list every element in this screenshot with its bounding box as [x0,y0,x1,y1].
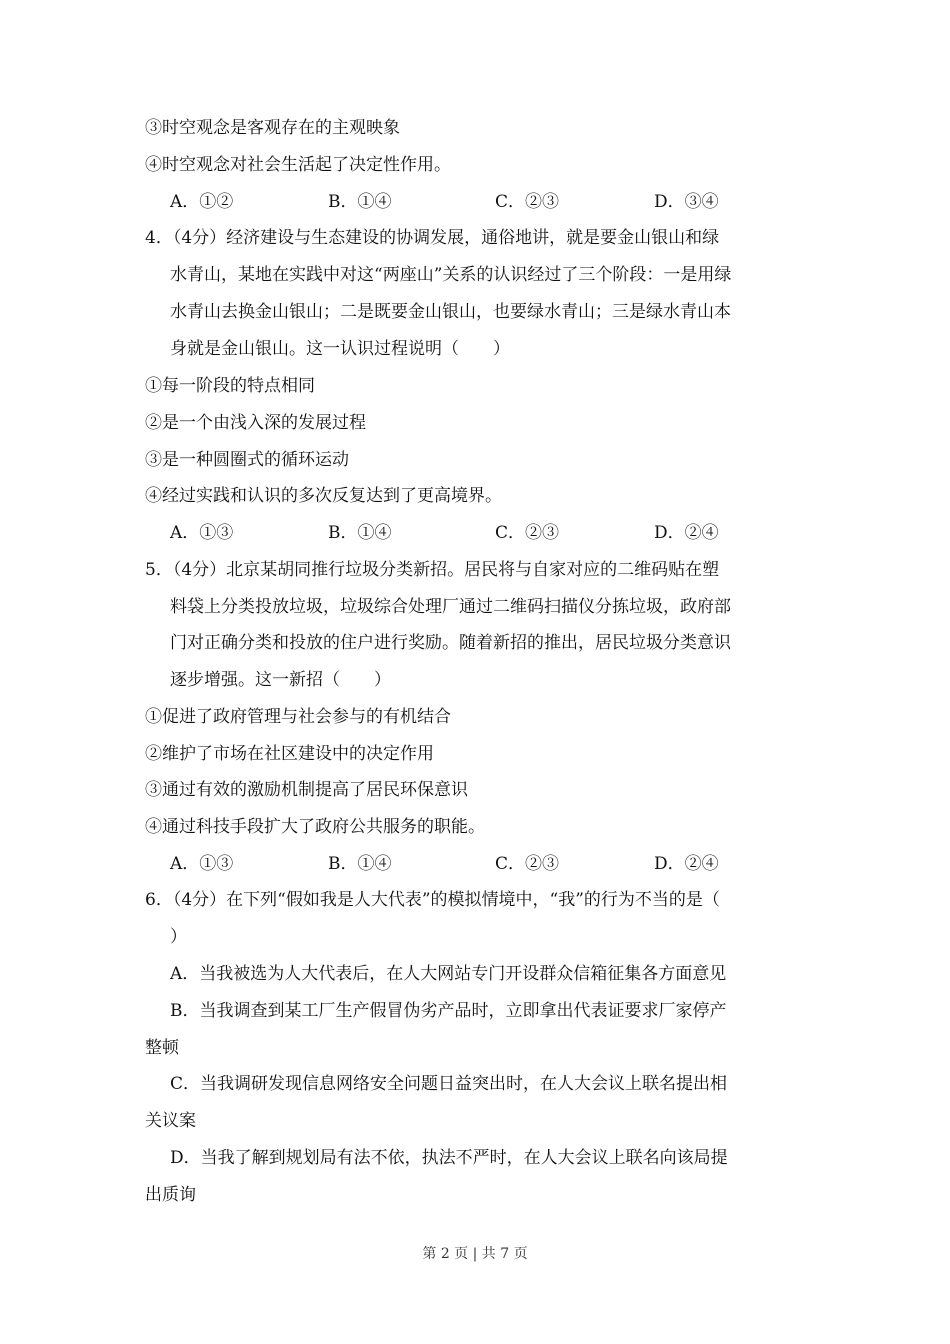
q6-option-c-line-1: C．当我调研发现信息网络安全问题日益突出时，在人大会议上联名提出相 [170,1074,728,1094]
q4-stem-line-1: 4．（4分）经济建设与生态建设的协调发展，通俗地讲，就是要金山银山和绿 [145,228,720,248]
q4-stem-line-4: 身就是金山银山。这一认识过程说明（ ） [170,339,510,359]
q4-item-4: ④经过实践和认识的多次反复达到了更高境界。 [145,486,502,506]
q6-option-b-line-1: B．当我调查到某工厂生产假冒伪劣产品时，立即拿出代表证要求厂家停产 [170,1001,727,1021]
q5-option-b: B．①④ [328,854,392,874]
q3-option-c: C．②③ [495,192,560,212]
q3-item-3: ③时空观念是客观存在的主观映象 [145,118,400,138]
q6-stem-line-2: ） [170,927,187,947]
q4-item-1: ①每一阶段的特点相同 [145,376,315,396]
q6-option-d-line-1: D．当我了解到规划局有法不依，执法不严时，在人大会议上联名向该局提 [170,1148,728,1168]
q5-stem-line-4: 逐步增强。这一新招（ ） [170,670,391,690]
q6-stem-line-1: 6．（4分）在下列“假如我是人大代表”的模拟情境中，“我”的行为不当的是（ [145,890,720,910]
q3-option-d: D．③④ [654,192,719,212]
q5-stem-line-3: 门对正确分类和投放的住户进行奖励。随着新招的推出，居民垃圾分类意识 [170,633,731,653]
q4-option-c: C．②③ [495,523,560,543]
q3-option-a: A．①② [170,192,234,212]
q4-stem-line-2: 水青山，某地在实践中对这“两座山”关系的认识经过了三个阶段：一是用绿 [170,265,732,285]
q4-stem-line-3: 水青山去换金山银山；二是既要金山银山，也要绿水青山；三是绿水青山本 [170,302,731,322]
page-footer: 第 2 页 | 共 7 页 [422,1246,528,1262]
q5-stem-line-2: 料袋上分类投放垃圾，垃圾综合处理厂通过二维码扫描仪分拣垃圾，政府部 [170,597,731,617]
q5-item-4: ④通过科技手段扩大了政府公共服务的职能。 [145,817,485,837]
q6-option-b-line-2: 整顿 [145,1038,179,1058]
q5-item-3: ③通过有效的激励机制提高了居民环保意识 [145,780,468,800]
q5-option-c: C．②③ [495,854,560,874]
q4-option-d: D．②④ [654,523,719,543]
q4-item-3: ③是一种圆圈式的循环运动 [145,450,349,470]
q5-item-2: ②维护了市场在社区建设中的决定作用 [145,744,434,764]
q5-option-a: A．①③ [170,854,234,874]
q6-option-c-line-2: 关议案 [145,1111,196,1131]
q4-option-a: A．①③ [170,523,234,543]
q4-option-b: B．①④ [328,523,392,543]
q5-stem-line-1: 5．（4分）北京某胡同推行垃圾分类新招。居民将与自家对应的二维码贴在塑 [145,560,720,580]
q3-item-4: ④时空观念对社会生活起了决定性作用。 [145,155,451,175]
q3-option-b: B．①④ [328,192,392,212]
q6-option-a: A．当我被选为人大代表后，在人大网站专门开设群众信箱征集各方面意见 [170,964,727,984]
q4-item-2: ②是一个由浅入深的发展过程 [145,413,366,433]
q5-item-1: ①促进了政府管理与社会参与的有机结合 [145,707,451,727]
q5-option-d: D．②④ [654,854,719,874]
q6-option-d-line-2: 出质询 [145,1185,196,1205]
